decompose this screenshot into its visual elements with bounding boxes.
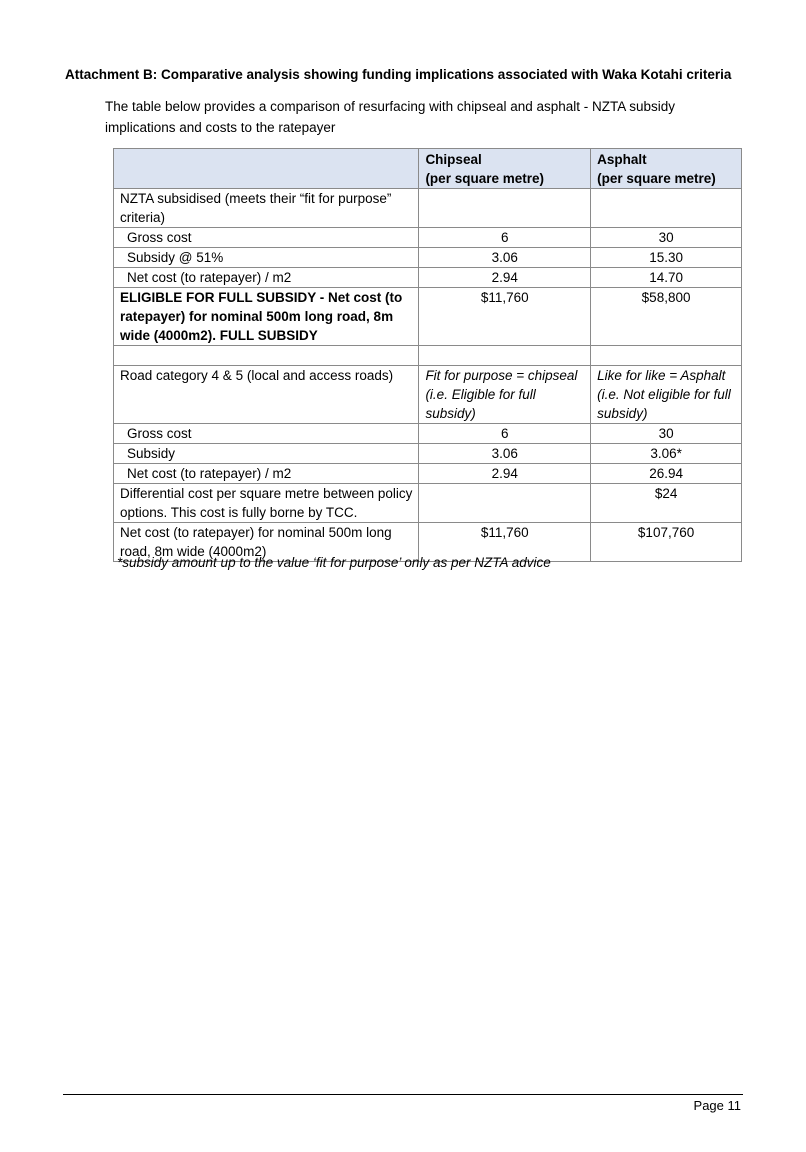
nominal-cost-label: Net cost (to ratepayer) for nominal 500m long road, 8m wide (4000m2): [114, 523, 419, 562]
asphalt-value: 15.30: [591, 248, 742, 268]
chipseal-value: 3.06: [419, 248, 591, 268]
empty-cell: [591, 189, 742, 228]
row-label: Subsidy @ 51%: [114, 248, 419, 268]
empty-cell: [114, 346, 419, 366]
row-label: Net cost (to ratepayer) / m2: [114, 268, 419, 288]
page-number: Page 11: [693, 1098, 741, 1113]
chipseal-note: Fit for purpose = chipseal (i.e. Eligible for full subsidy): [419, 366, 591, 424]
asphalt-value: $58,800: [591, 288, 742, 346]
header-chipseal: [419, 149, 591, 189]
attachment-heading: Attachment B: Comparative analysis showing funding implications associated with Waka Kotahi criteria: [65, 67, 732, 82]
table-row: [114, 484, 742, 523]
nzta-section-label: NZTA subsidised (meets their “fit for purpose” criteria): [114, 189, 419, 228]
empty-cell: [419, 189, 591, 228]
table-row: [114, 366, 742, 424]
header-asphalt: [591, 149, 742, 189]
spacer-row: [114, 346, 742, 366]
table-row: [114, 189, 742, 228]
table-row: [114, 268, 742, 288]
row-label: Gross cost: [114, 228, 419, 248]
table-row: [114, 444, 742, 464]
header-chipseal-unit: (per square metre): [425, 171, 544, 186]
row-label: Subsidy: [114, 444, 419, 464]
asphalt-value: 30: [591, 228, 742, 248]
table-row: [114, 288, 742, 346]
differential-label: Differential cost per square metre between policy options. This cost is fully borne by TCC.: [114, 484, 419, 523]
table-row: [114, 228, 742, 248]
asphalt-value: 3.06*: [591, 444, 742, 464]
eligible-label: ELIGIBLE FOR FULL SUBSIDY - Net cost (to ratepayer) for nominal 500m long road, 8m wide (4000m2). FULL SUBSIDY: [114, 288, 419, 346]
table-footnote: *subsidy amount up to the value ‘fit for purpose’ only as per NZTA advice: [117, 555, 551, 570]
asphalt-value: 14.70: [591, 268, 742, 288]
row-label: Net cost (to ratepayer) / m2: [114, 464, 419, 484]
header-chipseal-title: Chipseal: [425, 152, 482, 167]
comparison-table: [113, 148, 742, 562]
header-asphalt-title: Asphalt: [597, 152, 647, 167]
footer-divider: [63, 1094, 743, 1095]
table-row: [114, 248, 742, 268]
asphalt-note: Like for like = Asphalt (i.e. Not eligible for full subsidy): [591, 366, 742, 424]
row-label: Gross cost: [114, 424, 419, 444]
empty-cell: [419, 346, 591, 366]
asphalt-value: $107,760: [591, 523, 742, 562]
table-row: [114, 424, 742, 444]
chipseal-value: [419, 484, 591, 523]
chipseal-value: $11,760: [419, 523, 591, 562]
chipseal-value: 2.94: [419, 268, 591, 288]
chipseal-value: 6: [419, 228, 591, 248]
asphalt-value: 30: [591, 424, 742, 444]
table-header-row: [114, 149, 742, 189]
empty-cell: [591, 346, 742, 366]
chipseal-value: $11,760: [419, 288, 591, 346]
asphalt-value: $24: [591, 484, 742, 523]
header-blank-cell: [114, 149, 419, 189]
intro-paragraph: The table below provides a comparison of resurfacing with chipseal and asphalt - NZTA subsidy implications and costs to the ratepayer: [105, 99, 676, 135]
header-asphalt-unit: (per square metre): [597, 171, 716, 186]
asphalt-value: 26.94: [591, 464, 742, 484]
table-row: [114, 464, 742, 484]
road-section-label: Road category 4 & 5 (local and access roads): [114, 366, 419, 424]
chipseal-value: 3.06: [419, 444, 591, 464]
chipseal-value: 6: [419, 424, 591, 444]
chipseal-value: 2.94: [419, 464, 591, 484]
